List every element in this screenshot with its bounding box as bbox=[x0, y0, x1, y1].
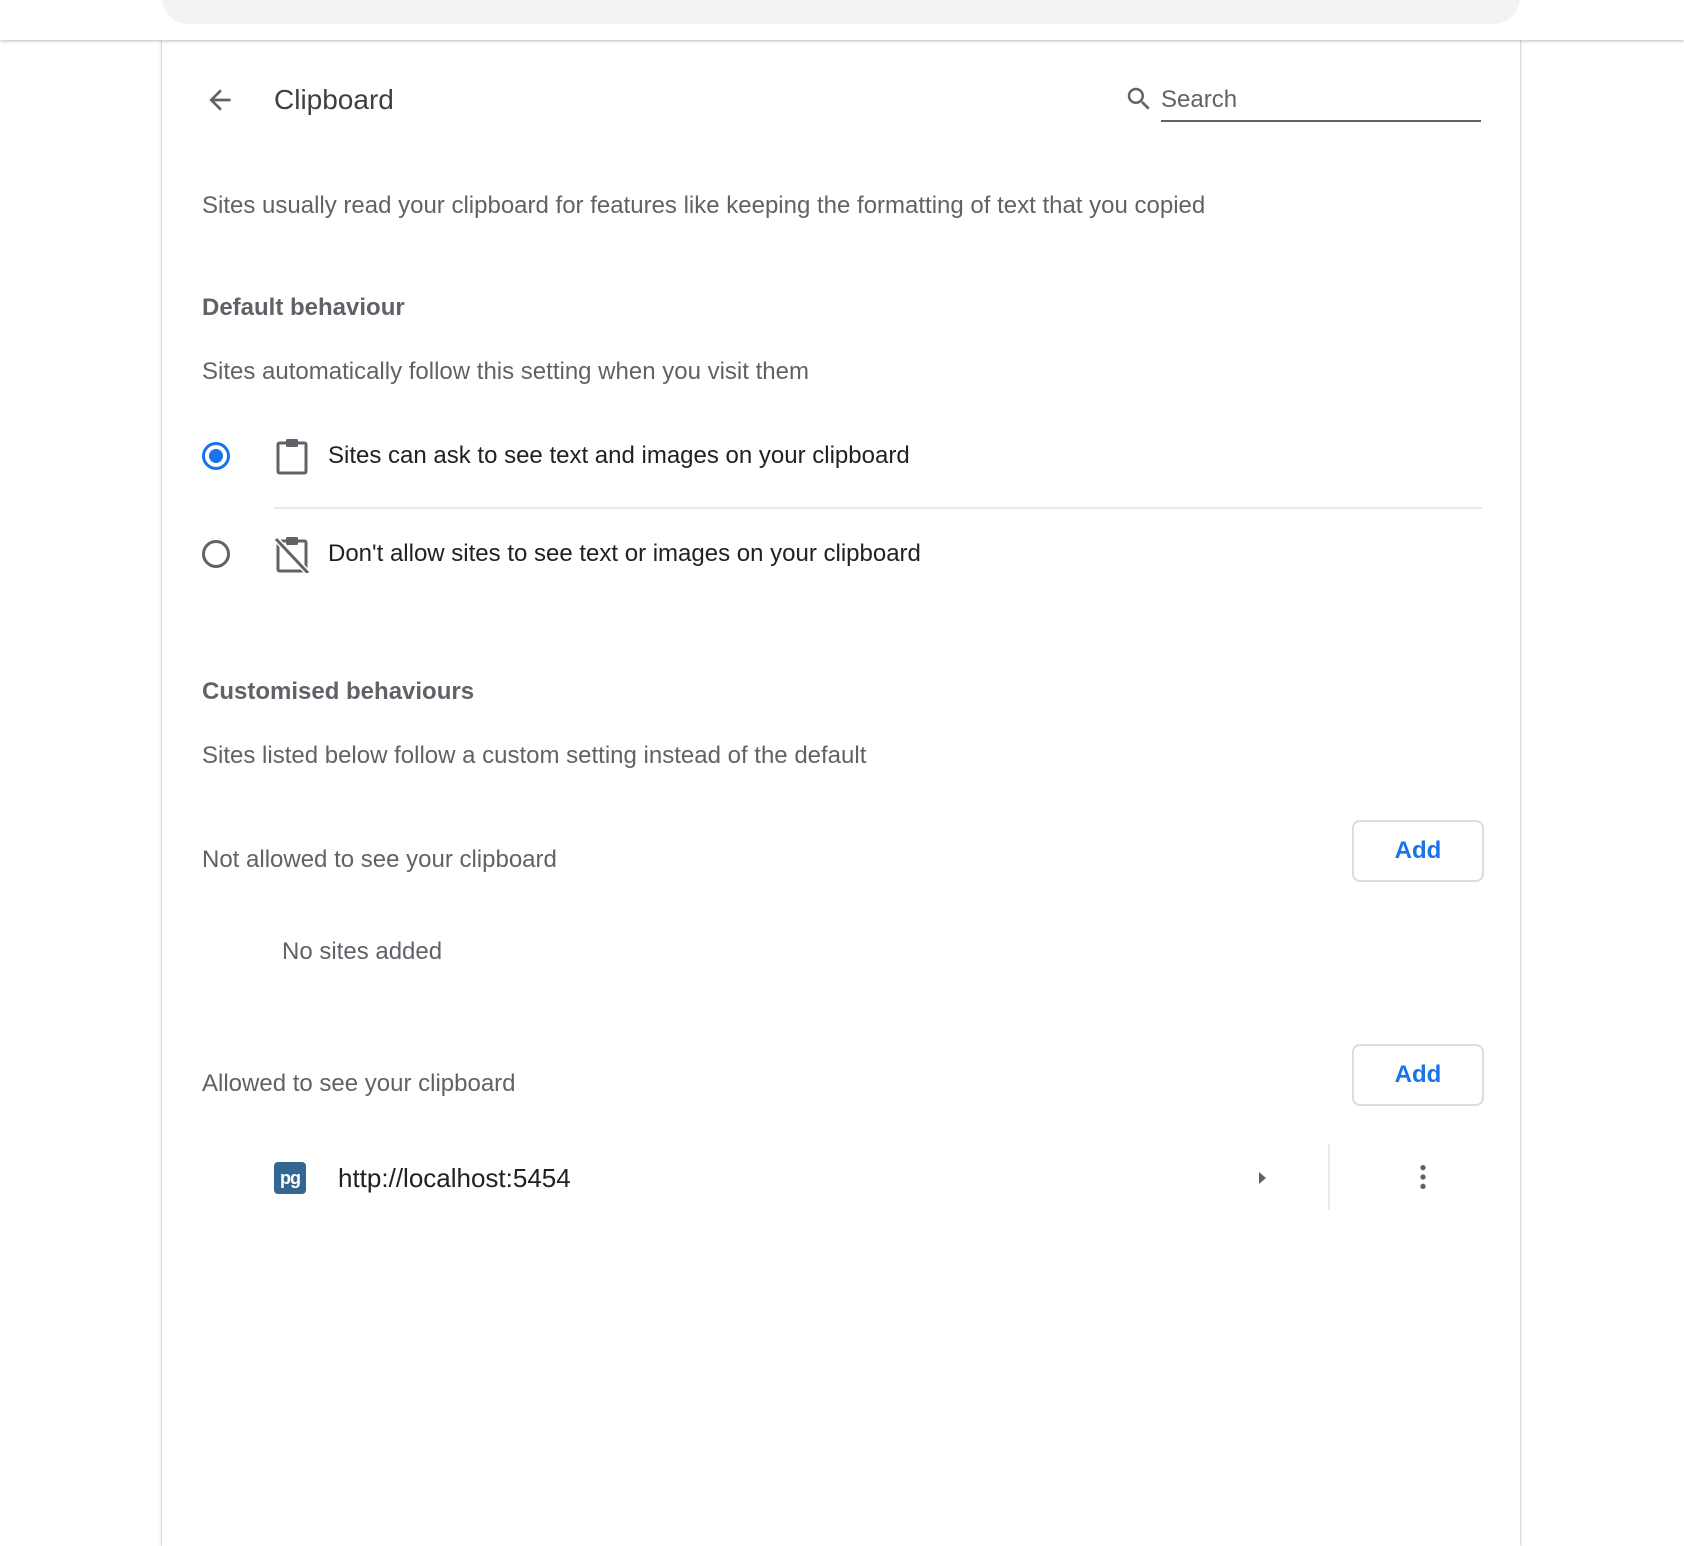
more-actions-button[interactable] bbox=[1400, 1154, 1446, 1200]
more-vert-icon bbox=[1407, 1161, 1439, 1193]
option-divider bbox=[274, 507, 1482, 509]
site-url-link[interactable]: http://localhost:5454 bbox=[338, 1163, 571, 1193]
add-not-allowed-site-button[interactable]: Add bbox=[1352, 820, 1484, 882]
settings-search-bar-background[interactable] bbox=[162, 0, 1520, 24]
arrow-back-icon bbox=[204, 84, 236, 116]
radio-button-allow[interactable] bbox=[202, 442, 230, 470]
radio-option-allow[interactable] bbox=[202, 420, 1482, 500]
no-sites-added-text: No sites added bbox=[282, 938, 443, 965]
default-behaviour-subtext: Sites automatically follow this setting when you visit them bbox=[202, 358, 809, 385]
search-icon bbox=[1122, 82, 1156, 116]
not-allowed-list-title: Not allowed to see your clipboard bbox=[202, 846, 557, 873]
settings-card bbox=[162, 40, 1520, 1546]
add-allowed-site-button[interactable]: Add bbox=[1352, 1044, 1484, 1106]
page-description: Sites usually read your clipboard for features like keeping the formatting of text that you copied bbox=[202, 192, 1206, 219]
site-favicon: pg bbox=[274, 1162, 306, 1194]
radio-option-block[interactable] bbox=[202, 518, 1482, 598]
page-title: Clipboard bbox=[274, 84, 394, 115]
customised-behaviours-heading: Customised behaviours bbox=[202, 678, 475, 705]
radio-label-allow: Sites can ask to see text and images on your clipboard bbox=[328, 442, 910, 469]
site-list-item[interactable] bbox=[274, 1148, 1482, 1212]
browser-top-bar bbox=[0, 0, 1684, 40]
customised-behaviours-subtext: Sites listed below follow a custom setting instead of the default bbox=[202, 742, 867, 769]
clipboard-icon bbox=[274, 437, 310, 475]
default-behaviour-heading: Default behaviour bbox=[202, 294, 405, 321]
row-separator bbox=[1328, 1144, 1330, 1210]
site-details-button[interactable] bbox=[1240, 1156, 1284, 1200]
search-input[interactable] bbox=[1161, 80, 1481, 122]
radio-button-block[interactable] bbox=[202, 540, 230, 568]
clipboard-off-icon bbox=[274, 535, 310, 573]
radio-label-block: Don't allow sites to see text or images on your clipboard bbox=[328, 540, 921, 567]
allowed-list-title: Allowed to see your clipboard bbox=[202, 1070, 516, 1097]
arrow-right-icon bbox=[1250, 1166, 1274, 1190]
back-button[interactable] bbox=[198, 78, 242, 122]
